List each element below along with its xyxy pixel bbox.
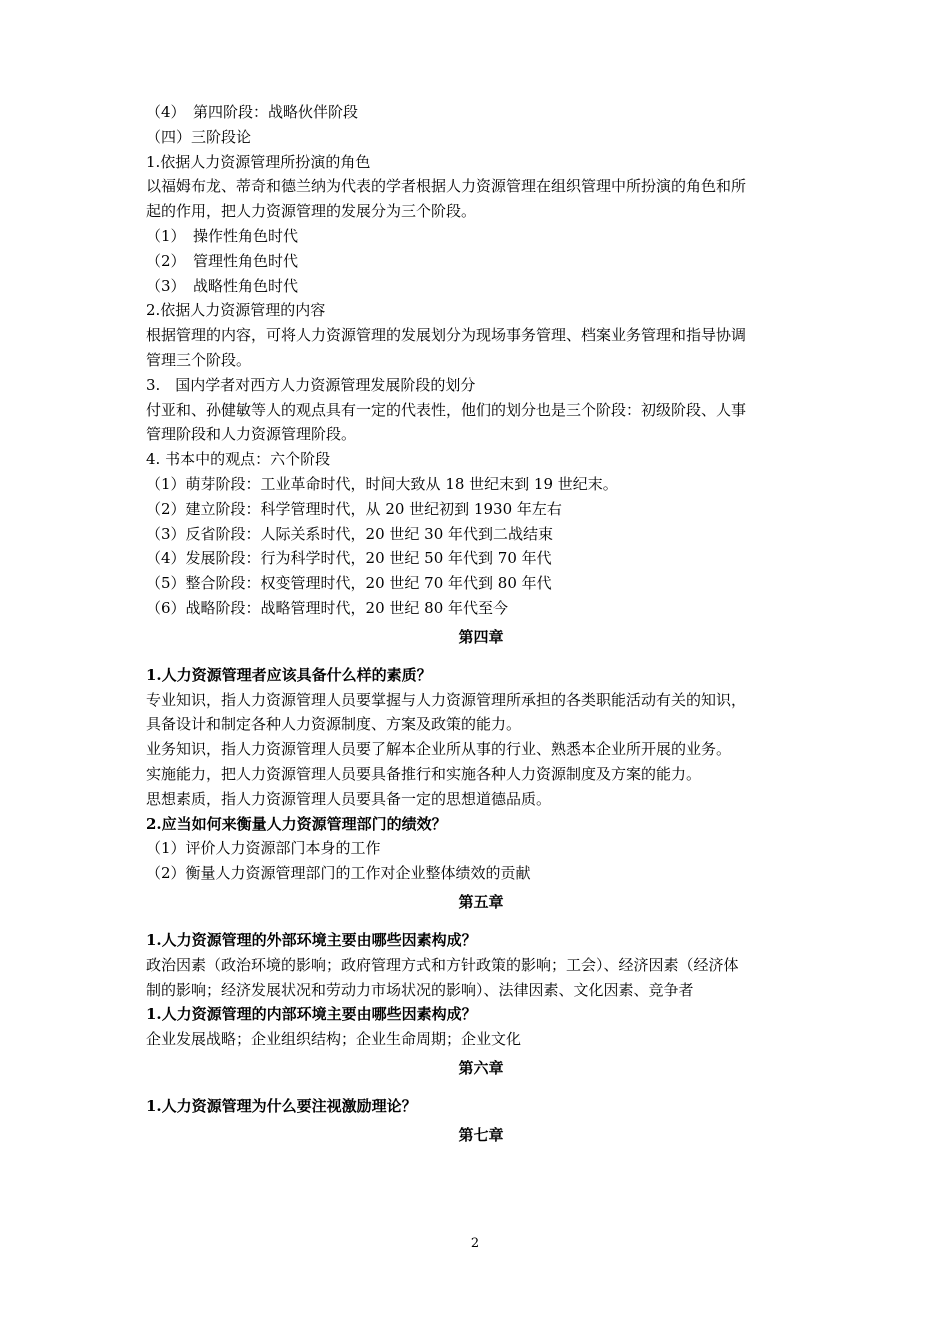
section-heading: （四）三阶段论 <box>146 127 252 146</box>
question: 1.人力资源管理为什么要注视激励理论？ <box>146 1096 417 1115</box>
list-item: （2）建立阶段：科学管理时代，从 20 世纪初到 1930 年左右 <box>146 499 562 518</box>
list-item: （2） 管理性角色时代 <box>146 251 299 270</box>
list-item: （1）评价人力资源部门本身的工作 <box>146 839 381 858</box>
list-item: （1）萌芽阶段：工业革命时代，时间大致从 18 世纪末到 19 世纪末。 <box>146 474 618 493</box>
paragraph-line: 政治因素（政治环境的影响；政府管理方式和方针政策的影响；工会）、经济因素（经济体 <box>146 955 739 974</box>
paragraph-line: 实施能力，把人力资源管理人员要具备推行和实施各种人力资源制度及方案的能力。 <box>146 764 702 783</box>
list-item: （3）反省阶段：人际关系时代，20 世纪 30 年代到二战结束 <box>146 524 554 543</box>
paragraph-line: 以福姆布龙、蒂奇和德兰纳为代表的学者根据人力资源管理在组织管理中所扮演的角色和所 <box>146 177 747 196</box>
paragraph-line: 根据管理的内容，可将人力资源管理的发展划分为现场事务管理、档案业务管理和指导协调 <box>146 326 747 345</box>
paragraph-line: 付亚和、孙健敏等人的观点具有一定的代表性，他们的划分也是三个阶段：初级阶段、人事 <box>146 400 747 419</box>
list-item: （2）衡量人力资源管理部门的工作对企业整体绩效的贡献 <box>146 864 531 883</box>
list-item: （5）整合阶段：权变管理时代，20 世纪 70 年代到 80 年代 <box>146 574 552 593</box>
question: 1.人力资源管理者应该具备什么样的素质？ <box>146 665 432 684</box>
document-body <box>146 100 816 1161</box>
text-line: 1.依据人力资源管理所扮演的角色 <box>146 152 371 171</box>
list-item: （6）战略阶段：战略管理时代，20 世纪 80 年代至今 <box>146 598 509 617</box>
paragraph-line: 思想素质，指人力资源管理人员要具备一定的思想道德品质。 <box>146 789 552 808</box>
list-item: （1） 操作性角色时代 <box>146 226 299 245</box>
chapter-title: 第六章 <box>458 1058 504 1077</box>
text-line: 4. 书本中的观点：六个阶段 <box>146 450 331 469</box>
paragraph-line: 管理阶段和人力资源管理阶段。 <box>146 425 357 444</box>
question: 2.应当如何来衡量人力资源管理部门的绩效？ <box>146 814 447 833</box>
chapter-title: 第五章 <box>458 892 504 911</box>
question: 1.人力资源管理的内部环境主要由哪些因素构成？ <box>146 1005 477 1024</box>
paragraph-line: 企业发展战略；企业组织结构；企业生命周期；企业文化 <box>146 1030 522 1049</box>
paragraph-line: 管理三个阶段。 <box>146 350 252 369</box>
list-item: （4）发展阶段：行为科学时代，20 世纪 50 年代到 70 年代 <box>146 549 552 568</box>
list-item: （3） 战略性角色时代 <box>146 276 299 295</box>
paragraph-line: 专业知识，指人力资源管理人员要掌握与人力资源管理所承担的各类职能活动有关的知识， <box>146 690 747 709</box>
paragraph-line: 制的影响；经济发展状况和劳动力市场状况的影响）、法律因素、文化因素、竞争者 <box>146 980 694 999</box>
page-number: 2 <box>470 1236 480 1251</box>
paragraph-line: 起的作用，把人力资源管理的发展分为三个阶段。 <box>146 202 477 221</box>
text-line: （4） 第四阶段：战略伙伴阶段 <box>146 103 359 121</box>
paragraph-line: 业务知识，指人力资源管理人员要了解本企业所从事的行业、熟悉本企业所开展的业务。 <box>146 740 732 759</box>
chapter-title: 第七章 <box>458 1125 504 1144</box>
text-line: 3. 国内学者对西方人力资源管理发展阶段的划分 <box>146 375 476 394</box>
question: 1.人力资源管理的外部环境主要由哪些因素构成？ <box>146 930 477 949</box>
text-line: 2.依据人力资源管理的内容 <box>146 301 326 320</box>
chapter-title: 第四章 <box>458 627 504 646</box>
paragraph-line: 具备设计和制定各种人力资源制度、方案及政策的能力。 <box>146 715 522 734</box>
